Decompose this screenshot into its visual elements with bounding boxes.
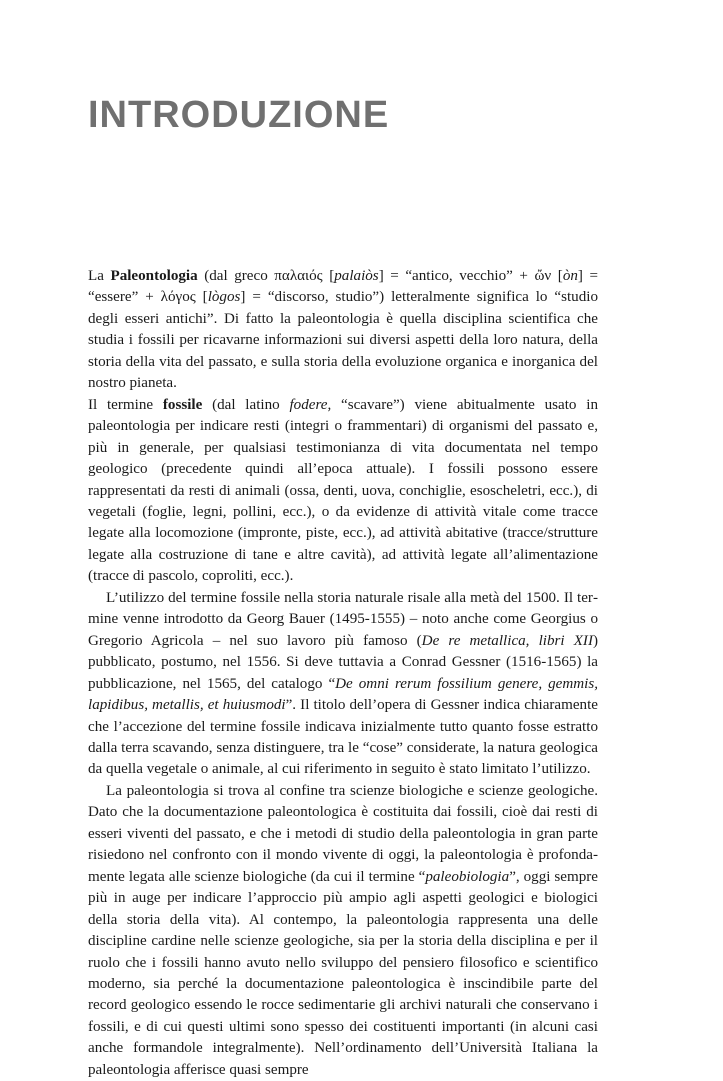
paragraph	[88, 781, 598, 1081]
text-run: La	[88, 268, 111, 284]
text-run: L’utilizzo del termine fossile nella storia naturale risale alla metà del 1500. Il termine venne introdotto da Georg Bauer (1495-1555) – noto anche come Georgius o Gregorio Agricola – nel suo lavoro più famoso (	[88, 589, 598, 649]
paragraph	[88, 395, 598, 588]
text-run: ] = “essere” + λόγος [	[88, 268, 598, 306]
italic-text: lògos	[207, 289, 241, 306]
text-run: (dal latino	[202, 396, 290, 413]
paragraph	[88, 588, 598, 781]
bold-term: fossile	[162, 396, 203, 413]
text-run: ”, oggi sempre più in auge per indicare l’approccio più ampio agli aspetti geologici e biologici della storia della vita). Al contempo, la paleontologia rappresenta una delle discipline cardine nelle scienze geologiche, sia per la storia della disciplina e per il ruolo che i fossili hanno avuto nello sviluppo del pensiero filosofico e scientifico moderno, sia perché la documentazione paleontologica è inscindibile parte del record geologico essendo le rocce sedimentarie gli archivi naturali che conservano i fossili, e di cui questi ultimi sono spesso dei costituenti importanti (in alcuni casi anche formandole integralmente). Nell’ordinamento dell’Università Italiana la paleontologia afferisce quasi sempre	[88, 868, 598, 1078]
body-text	[88, 266, 598, 1081]
italic-text: palaiòs	[334, 268, 379, 284]
italic-text: fodere,	[289, 396, 332, 413]
text-run: “scavare”) viene abitualmente usato in paleontologia per indicare resti (integri o frammentari) di organismi del passato e, più in generale, per qualsiasi testimonianza di vita documentata nel tempo geologico (precedente quindi all’epoca attuale). I fossili possono essere rappresentati da resti di animali (ossa, denti, uova, conchiglie, esoscheletri, ecc.), di vegetali (foglie, legni, pollini, ecc.), o da evidenze di attività vitale come tracce legate alla locomozione (impronte, piste, ecc.), ad attività abitative (tracce/strutture legate alla costruzione di tane e altre cavità), ad attività legate all’alimentazione (tracce di pascolo, coproliti, ecc.).	[88, 396, 598, 585]
text-run: ”. Il titolo dell’opera di Gessner indica chiaramente che l’accezione del termine fossile indicava inizialmente tutto quanto fosse estratto dalla terra scavando, senza distinguere, tra le “cose” considerate, la natura geologica da quella vegetale o animale, al cui riferimento in seguito è stato limitato l’utilizzo.	[88, 697, 598, 778]
text-run: Il termine	[88, 396, 163, 413]
italic-text: De re metallica, libri XII	[421, 632, 593, 649]
italic-text: òn	[562, 268, 578, 284]
text-run: ] = “antico, vecchio” + ὤν [	[378, 268, 563, 284]
text-run: (dal greco παλαιός [	[197, 268, 335, 284]
italic-text: paleobiologia	[425, 868, 510, 885]
italic-text: De omni rerum fossilium genere, gemmis, lapidibus, metallis, et huiusmodi	[88, 675, 599, 714]
chapter-title: INTRODUZIONE	[88, 94, 390, 136]
text-run: La paleontologia si trova al confine tra scienze biologiche e scienze geologiche. Dato che la documentazione paleontologica è costituita dai fossili, cioè dai resti di esseri viventi del passato, e che i metodi di studio della paleontologia in gran parte risiedono nel confronto con il mondo vivente di oggi, la paleontologia è profondamente legata alle scienze biologiche (da cui il termine “	[88, 782, 598, 885]
bold-term: Paleontologia	[110, 268, 198, 284]
text-run: ) pubblicato, postumo, nel 1556. Si deve tuttavia a Conrad Gessner (1516-1565) la pubblicazione, nel 1565, del catalogo “	[88, 632, 598, 692]
text-run: ] = “discorso, studio”) letteralmente significa lo “studio degli esseri antichi”. Di fatto la paleontologia è quella disciplina scientifica che studia i fossili per ricavarne informazioni sui diversi aspetti della loro natura, della storia della vita del passato, e sulla storia della evoluzione organica e inorganica del nostro pianeta.	[88, 289, 598, 392]
paragraph	[88, 266, 598, 395]
